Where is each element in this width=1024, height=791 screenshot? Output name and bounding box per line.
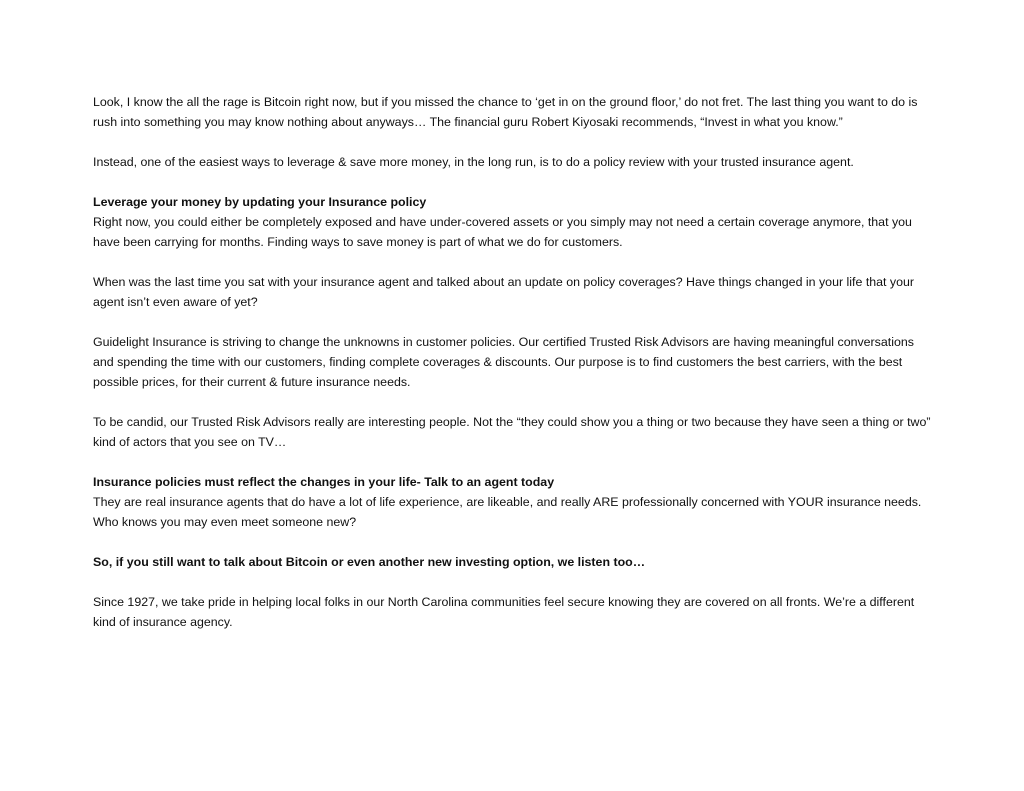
paragraph-policy-review: Instead, one of the easiest ways to leverage & save more money, in the long run, is to do a policy review with your trusted insurance agent.: [93, 155, 854, 169]
paragraph-guidelight: Guidelight Insurance is striving to change the unknowns in customer policies. Our certified Trusted Risk Advisors are having meaningful conversations and spending the time with our customers, finding complete coverages & discounts. Our purpose is to find customers the best carriers, with the best possible prices, for their current & future insurance needs.: [93, 335, 914, 389]
paragraph-since-1927: Since 1927, we take pride in helping local folks in our North Carolina communities feel secure knowing they are covered on all fronts. We’re a different kind of insurance agency.: [93, 595, 915, 629]
document-body: [93, 92, 935, 652]
section-leverage: [93, 192, 935, 252]
section-talk-to-agent: [93, 472, 935, 532]
section-heading-talk-to-agent: Insurance policies must reflect the changes in your life- Talk to an agent today: [93, 475, 555, 489]
section-body-leverage: Right now, you could either be completely exposed and have under-covered assets or you simply may not need a certain coverage anymore, that you have been carrying for months. Finding ways to save money is part of what we do for customers.: [93, 215, 912, 249]
paragraph-last-time: When was the last time you sat with your insurance agent and talked about an update on policy coverages? Have things changed in your life that your agent isn’t even aware of yet?: [93, 275, 915, 309]
section-body-talk-to-agent: They are real insurance agents that do have a lot of life experience, are likeable, and really ARE professionally concerned with YOUR insurance needs. Who knows you may even meet someone new?: [93, 495, 922, 529]
section-heading-leverage: Leverage your money by updating your Insurance policy: [93, 195, 427, 209]
paragraph-bitcoin-callout: So, if you still want to talk about Bitcoin or even another new investing option, we listen too…: [93, 555, 646, 569]
paragraph-candid: To be candid, our Trusted Risk Advisors really are interesting people. Not the “they could show you a thing or two because they have seen a thing or two” kind of actors that you see on TV…: [93, 415, 931, 449]
paragraph-intro: Look, I know the all the rage is Bitcoin right now, but if you missed the chance to ‘get in on the ground floor,’ do not fret. The last thing you want to do is rush into something you may know nothing about anyways… The financial guru Robert Kiyosaki recommends, “Invest in what you know.”: [93, 95, 918, 129]
